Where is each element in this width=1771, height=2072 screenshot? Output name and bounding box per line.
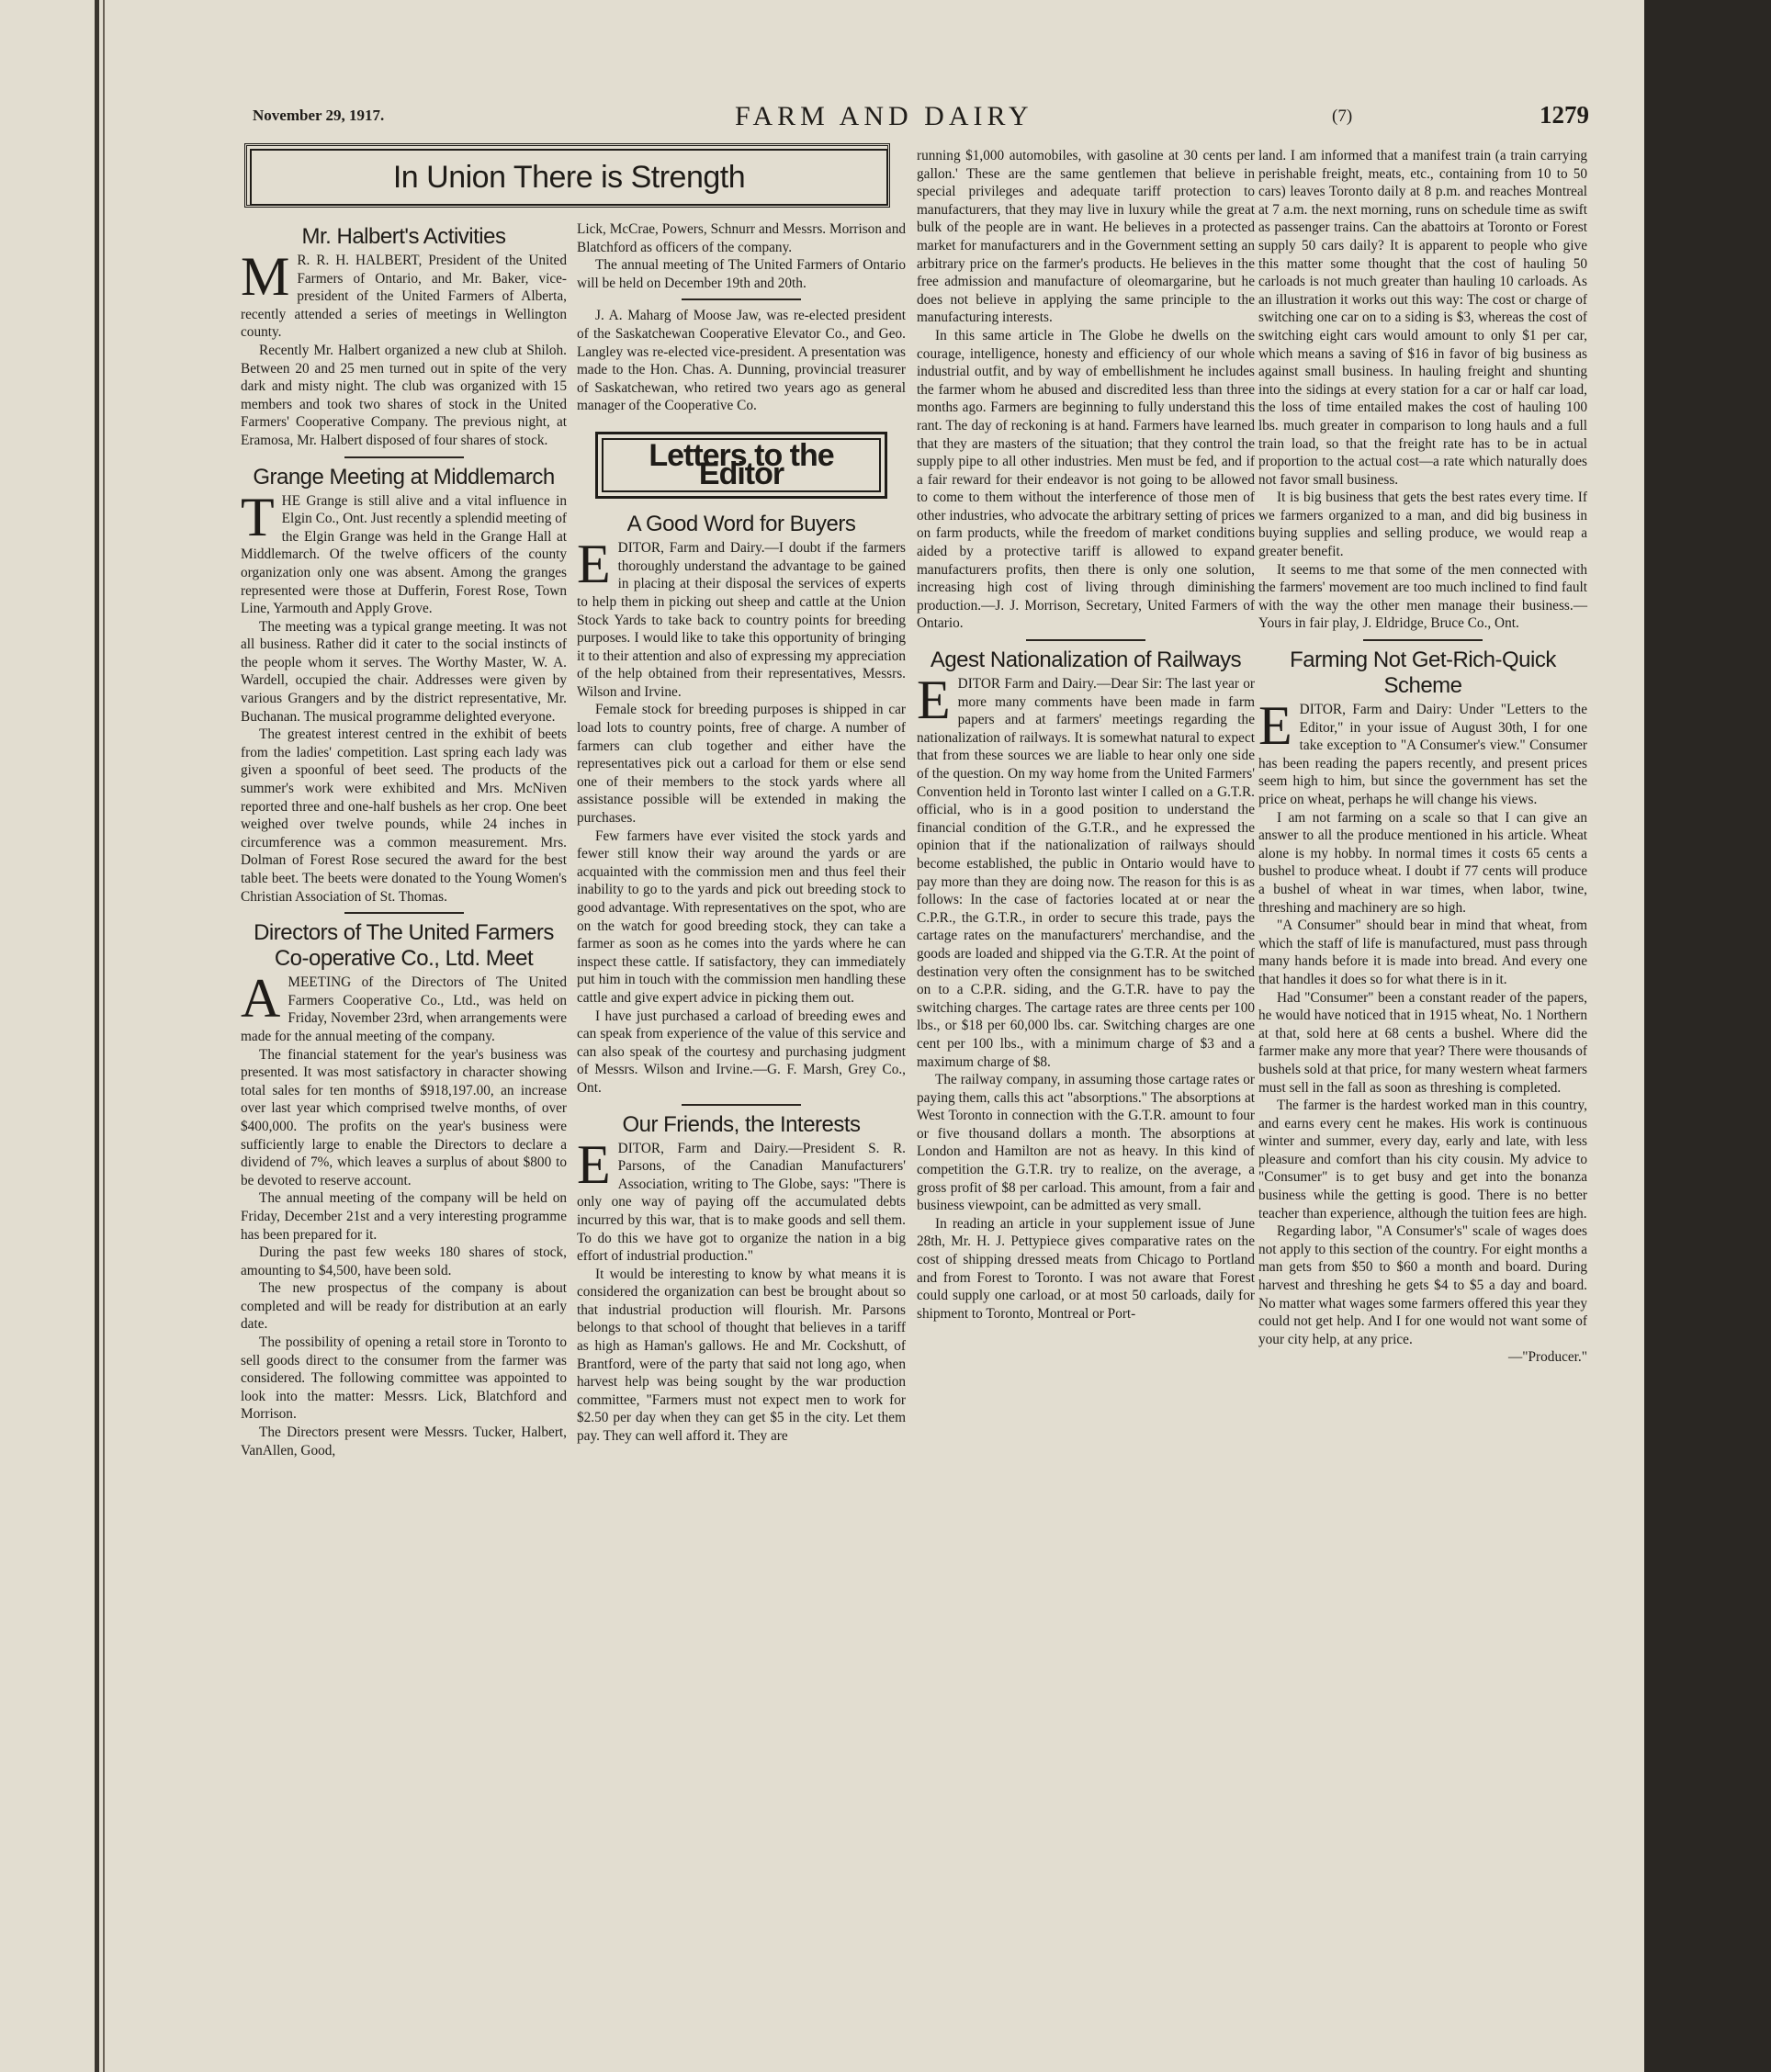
divider xyxy=(682,1104,801,1106)
column-2 xyxy=(577,220,906,1446)
article-halbert-p2: Recently Mr. Halbert organized a new club at Shiloh. Between 20 and 25 men turned out in spite of the very dark and misty night. The club was organized with 15 members and took two shares of stock in the United Farmers' Cooperative Company. The previous night, at Eramosa, Mr. Halbert disposed of four shares of stock. xyxy=(241,342,567,448)
article-farming-p4: Had "Consumer" been a constant reader of the papers, he would have noticed that in 1915 wheat, No. 1 Northern at that, sold here at 68 cents a bushel. Where did the farmer make any more that year? There were thousands of bushels sold at that price, for many western wheat farmers must sell in the fall as soon as threshing is completed. xyxy=(1258,989,1587,1096)
drop-cap: E xyxy=(1258,695,1292,757)
drop-cap: E xyxy=(917,670,951,731)
article-buyers-p2: Female stock for breeding purposes is shipped in car load lots to country points, free of charge. A number of farmers can club together and either have the representatives pick out a carload for them or else send one of their members to the stock yards where all assistance possible will be extended in making the purchases. xyxy=(577,702,906,827)
article-railways-cont2: It is big business that gets the best rates every time. If we farmers organized to a man, and did big business in buying supplies and selling produce, we would reap a greater benefit. xyxy=(1258,490,1587,560)
article-buyers-p4: I have just purchased a carload of breeding ewes and can speak from experience of the value of this service and can also speak of the courtesy and purchasing judgment of Messrs. Wilson and Irvine.—G. F. Marsh, Grey Co., Ont. xyxy=(577,1008,906,1096)
headline-railways: Agest Nationalization of Railways xyxy=(930,648,1242,673)
article-farming-p2: I am not farming on a scale so that I can give an answer to all the produce mentioned in his article. Wheat alone is my hobby. In normal times it costs 65 cents a bushel to produce wheat. I doubt if 77 cents will produce a bushel of wheat in war times, when labor, twine, threshing and machinery are so high. xyxy=(1258,809,1587,916)
article-directors-cont: Lick, McCrae, Powers, Schnurr and Messrs. Morrison and Blatchford as officers of the company. xyxy=(577,221,906,255)
paragraph-text: DITOR, Farm and Dairy: Under "Letters to the Editor," in your issue of August 30th, I for one take exception to "A Consumer's view." Consumer has been reading the papers recently, and present prices seem high to him, but since the government has set the price on wheat, perhaps he will change his views. xyxy=(1258,702,1587,807)
article-farming-p5: The farmer is the hardest worked man in this country, and earns every cent he makes. His work is continuous winter and summer, every day, early and late, with less pleasure and comfort than his city cousin. My advice to "Consumer" is to get busy and get into the bonanza business while the getting is good. There is no better teacher than experience, although the tuition fees are high. xyxy=(1258,1098,1587,1222)
headline-friends: Our Friends, the Interests xyxy=(622,1111,861,1137)
paragraph-text: DITOR, Farm and Dairy.—President S. R. Parsons, of the Canadian Manufacturers' Association, writing to The Globe, says: "There is only one way of paying off the accumulated debts incurred by this war, that is to make goods and sell them. To do this we have got to organize the nation in a big effort of industrial production." xyxy=(577,1140,906,1265)
divider xyxy=(1026,639,1145,641)
drop-cap: E xyxy=(577,534,611,595)
article-directors-p3: The annual meeting of the company will be held on Friday, December 21st and a very interesting programme has been prepared for it. xyxy=(241,1190,567,1243)
article-directors-p5: The new prospectus of the company is about completed and will be ready for distribution at an early date. xyxy=(241,1280,567,1333)
paragraph-text: R. R. H. HALBERT, President of the United Farmers of Ontario, and Mr. Baker, vice-president of the United Farmers of Alberta, recently attended a series of meetings in Wellington county. xyxy=(241,253,567,341)
section-number: (7) xyxy=(1332,107,1353,126)
article-buyers-p1 xyxy=(577,534,906,701)
column-3 xyxy=(917,147,1255,1323)
article-directors-p6: The possibility of opening a retail store in Toronto to sell goods direct to the consumer from the farmer was considered. The following committee was appointed to look into the matter: Messrs. Lick, Blatchford and Morrison. xyxy=(241,1334,567,1423)
article-farming-p1 xyxy=(1258,695,1587,809)
headline-grange: Grange Meeting at Middlemarch xyxy=(253,464,555,490)
article-farming-signature: —"Producer." xyxy=(1508,1349,1587,1366)
drop-cap: A xyxy=(241,968,281,1030)
column-4 xyxy=(1258,147,1587,1367)
paragraph-text: DITOR, Farm and Dairy.—I doubt if the farmers thoroughly understand the advantage to be gained in placing at their disposal the services of experts to help them in picking out sheep and cattle at the Union Stock Yards to take back to country points for breeding purposes. I would like to take this opportunity of bringing it to their attention and also of expressing my appreciation of the help obtained from their representatives, Messrs. Wilson and Irvine. xyxy=(577,540,906,700)
article-directors-p1 xyxy=(241,968,567,1045)
article-directors-p7: The Directors present were Messrs. Tucker, Halbert, VanAllen, Good, xyxy=(241,1424,567,1458)
article-directors-cont2: The annual meeting of The United Farmers of Ontario will be held on December 19th and 20th. xyxy=(577,257,906,291)
issue-date: November 29, 1917. xyxy=(253,107,385,124)
article-friends-cont: running $1,000 automobiles, with gasoline at 30 cents per gallon.' These are the same gentlemen that believe in special privileges and adequate tariff protection to manufacturers, that they may live in luxury while the great bulk of the people are in want. He believes in a protected market for manufacturers and in the Government setting an arbitrary price on the farmer's products. He believes in the free admission and manufacture of oleomargarine, but he does not believe in applying the same principle to the manufacturing interests. xyxy=(917,148,1255,326)
article-directors-p2: The financial statement for the year's business was presented. It was most satisfactory in character showing total sales for ten months of $918,197.00, an increase over last year which comprised twelve months, of over $400,000. The profits on the year's business were sufficiently large to enable the Directors to declare a dividend of 7%, which leaves a surplus of about $800 to be devoted to reserve account. xyxy=(241,1046,567,1188)
divider xyxy=(682,298,801,300)
drop-cap: T xyxy=(241,486,275,547)
article-friends-p2: It would be interesting to know by what means it is considered the organization can best be brought about so that industrial production will flourish. Mr. Parsons belongs to that school of thought that believes in a tariff as high as Haman's gallows. He and Mr. Cockshutt, of Brantford, were of the party that said not long ago, when harvest help was being sought by the war production committee, "Farmers must not expect men to work for $2.50 per day when they can get $5 in the city. Let them pay. They can well afford it. They are xyxy=(577,1266,906,1445)
drop-cap: M xyxy=(241,246,290,307)
page-header xyxy=(253,101,1589,134)
headline-buyers: A Good Word for Buyers xyxy=(626,512,856,537)
article-grange-p2: The meeting was a typical grange meeting. It was not all business. Rather did it cater to the social instincts of the people whom it serves. The Worthy Master, W. A. Wardell, occupied the chair. Addresses were given by various Grangers and by the district representative, Mr. Buchanan. The musical programme delighted everyone. xyxy=(241,618,567,725)
letters-heading: Letters to the Editor xyxy=(602,438,881,492)
article-halbert-p1 xyxy=(241,246,567,342)
article-railways-p1 xyxy=(917,670,1255,1071)
page-number: 1279 xyxy=(1540,101,1589,129)
paragraph-text: MEETING of the Directors of The United Farmers Cooperative Co., Ltd., was held on Friday, November 23rd, when arrangements were made for the annual meeting of the company. xyxy=(241,974,567,1044)
article-railways-cont3: It seems to me that some of the men connected with the farmers' movement are too much inclined to find fault with the way the other men manage their business.—Yours in fair play, J. Eldridge, Bruce Co., Ont. xyxy=(1258,561,1587,632)
column-1 xyxy=(241,220,567,1459)
article-maharg: J. A. Maharg of Moose Jaw, was re-elected president of the Saskatchewan Cooperative Elevator Co., and Geo. Langley was re-elected vice-president. A presentation was made to the Hon. Chas. A. Dunning, provincial treasurer of Saskatchewan, who retired two years ago as general manager of the Cooperative Co. xyxy=(577,308,906,414)
article-farming-p6: Regarding labor, "A Consumer's" scale of wages does not apply to this section of the country. For eight months a man gets from $50 to $60 a month and board. During harvest and threshing he gets $4 to $5 a day and board. No matter what wages some farmers offered this year they could not get help. And I for one would not want some of your city help, at any price. xyxy=(1258,1223,1587,1347)
divider xyxy=(1363,639,1483,641)
banner-title: In Union There is Strength xyxy=(250,149,888,206)
binding-line xyxy=(95,0,99,2072)
headline-halbert: Mr. Halbert's Activities xyxy=(301,224,506,249)
article-buyers-p3: Few farmers have ever visited the stock yards and fewer still know their way around the yards or are acquainted with the commission men and thus feel their inability to go to the yards and pick out breeding stock to good advantage. With representatives on the spot, who are on the watch for good breeding stock, they can take a farmer as soon as he comes into the yards where he can inspect these cattle. If satisfactory, they can immediately put him in touch with the commission men handling these cattle and give expert advice in picking them out. xyxy=(577,828,906,1006)
paragraph-text: DITOR Farm and Dairy.—Dear Sir: The last year or more many comments have been made in farm papers and at farmers' meetings regarding the nationalization of railways. It is somewhat natural to expect that from these sources we are liable to hear only one side of the question. On my way home from the United Farmers' Convention held in Toronto last winter I called on a G.T.R. official, who is in a good position to understand the financial condition of the G.T.R., and he expressed the opinion that if the nationalization of railways should become established, the public in Ontario would have to pay more than they are doing now. The reason for this is as follows: In the case of factories located at or near the C.P.R., the G.T.R., in order to secure this trade, pays the cartage rates on the manufacturers' merchandise, and the goods are loaded and shipped via the G.T.R. At the point of destination very often the consignment has to be switched on to a C.P.R. siding, and the G.T.R. have to pay the switching charges. The cartage rates are three cents per 100 lbs., or $18 per 60,000 lbs. car. Switching charges are one cent per 100 lbs., with a minimum charge of $3 and a maximum charge of $8. xyxy=(917,676,1255,1070)
article-grange-p3: The greatest interest centred in the exhibit of beets from the ladies' competition. Last spring each lady was given a spoonful of beet seed. The products of the summer's work were exhibited and Mrs. McNiven reported three and one-half bushels as her crop. One beet weighed over twelve pounds, while 24 inches in circumference was a common measurement. Mrs. Dolman of Forest Rose secured the award for the best table beet. The beets were donated to the Young Women's Christian Association of St. Thomas. xyxy=(241,726,567,905)
article-railways-p3: In reading an article in your supplement issue of June 28th, Mr. H. J. Pettypiece gives comparative rates on the cost of shipping dressed meats from Chicago to Portland and from Forest to Toronto. I was not aware that Forest could supply one carload, or at most 50 carloads, daily for shipment to Toronto, Montreal or Port- xyxy=(917,1215,1255,1322)
divider xyxy=(344,912,464,914)
paragraph-text: HE Grange is still alive and a vital influence in Elgin Co., Ont. Just recently a splendid meeting of the Elgin Grange was held in the Grange Hall at Middlemarch. Of the twelve officers of the county organization only one was absent. Among the granges represented were those at Dufferin, Forest Rose, Town Line, Yarmouth and Apply Grove. xyxy=(241,492,567,617)
article-friends-p1 xyxy=(577,1133,906,1266)
drop-cap: E xyxy=(577,1133,611,1195)
binding-line-inner xyxy=(103,0,105,2072)
masthead-title: FARM AND DAIRY xyxy=(735,101,1033,131)
headline-farming: Farming Not Get-Rich-Quick Scheme xyxy=(1290,648,1556,699)
article-railways-p2: The railway company, in assuming those cartage rates or paying them, calls this act "absorptions." The absorptions at West Toronto in connection with the G.T.R. amount to four or five thousand dollars a month. The absorptions at London and Hamilton are not as heavy. In this kind of competition the G.T.R. try to realize, on the average, a gross profit of $8 per carload. This amount, from a fair and business viewpoint, can be admitted as very small. xyxy=(917,1072,1255,1214)
headline-directors: Directors of The United Farmers Co-operative Co., Ltd. Meet xyxy=(254,920,554,972)
letters-heading-box xyxy=(595,432,887,499)
section-banner xyxy=(244,143,890,208)
divider xyxy=(344,456,464,458)
article-railways-cont: land. I am informed that a manifest train (a train carrying perishable freight, meats, etc., containing from 10 to 50 cars) leaves Toronto daily at 8 p.m. and reaches Montreal at 7 a.m. the next morning, runs on schedule time as swift as passenger trains. Can the abattoirs at Toronto or Forest supply 50 cars daily? It is apparent to people who give this matter some thought that the cost of hauling 50 carloads is not much greater than hauling 10 carloads. As an illustration it works out this way: The cost or charge of switching one car on to a siding is $3, whereas the cost of switching eight cars would amount to only $1 per car, which means a saving of $16 in favor of big business as against small business. In hauling freight and shunting into the sidings at every station for a car or half car load, the loss of time entailed makes the cost of hauling 100 lbs. much greater in comparison to long hauls and a full train load, so that the freight rate has to be in actual proportion to the actual cost—a rate which naturally does not favor small business. xyxy=(1258,148,1587,488)
article-farming-p3: "A Consumer" should bear in mind that wheat, from which the staff of life is manufactured, must pass through many hands before it is made into bread. And every one that handles it does so for what there is in it. xyxy=(1258,918,1587,987)
article-friends-cont2: In this same article in The Globe he dwells on the courage, intelligence, honesty and efficiency of our whole industrial outfit, and by way of embellishment he includes the farmer whom he abused and discredited less than three months ago. Farmers are beginning to fully understand this rant. The day of reckoning is at hand. Farmers have learned that they are masters of the situation; that they control the supply pipe to all other industries. Men must be fed, and if a fair reward for their endeavor is not going to be allowed to come to them without the interference of those men of other industries, who advocate the arbitrary setting of prices on farm products, while the freedom of market conditions aided by a protective tariff is allowed to expand manufacturers profits, then there is only one solution, increasing high cost of living through diminishing production.—J. J. Morrison, Secretary, United Farmers of Ontario. xyxy=(917,327,1255,632)
article-directors-p4: During the past few weeks 180 shares of stock, amounting to $4,500, have been sold. xyxy=(241,1244,567,1278)
article-grange-p1 xyxy=(241,486,567,618)
